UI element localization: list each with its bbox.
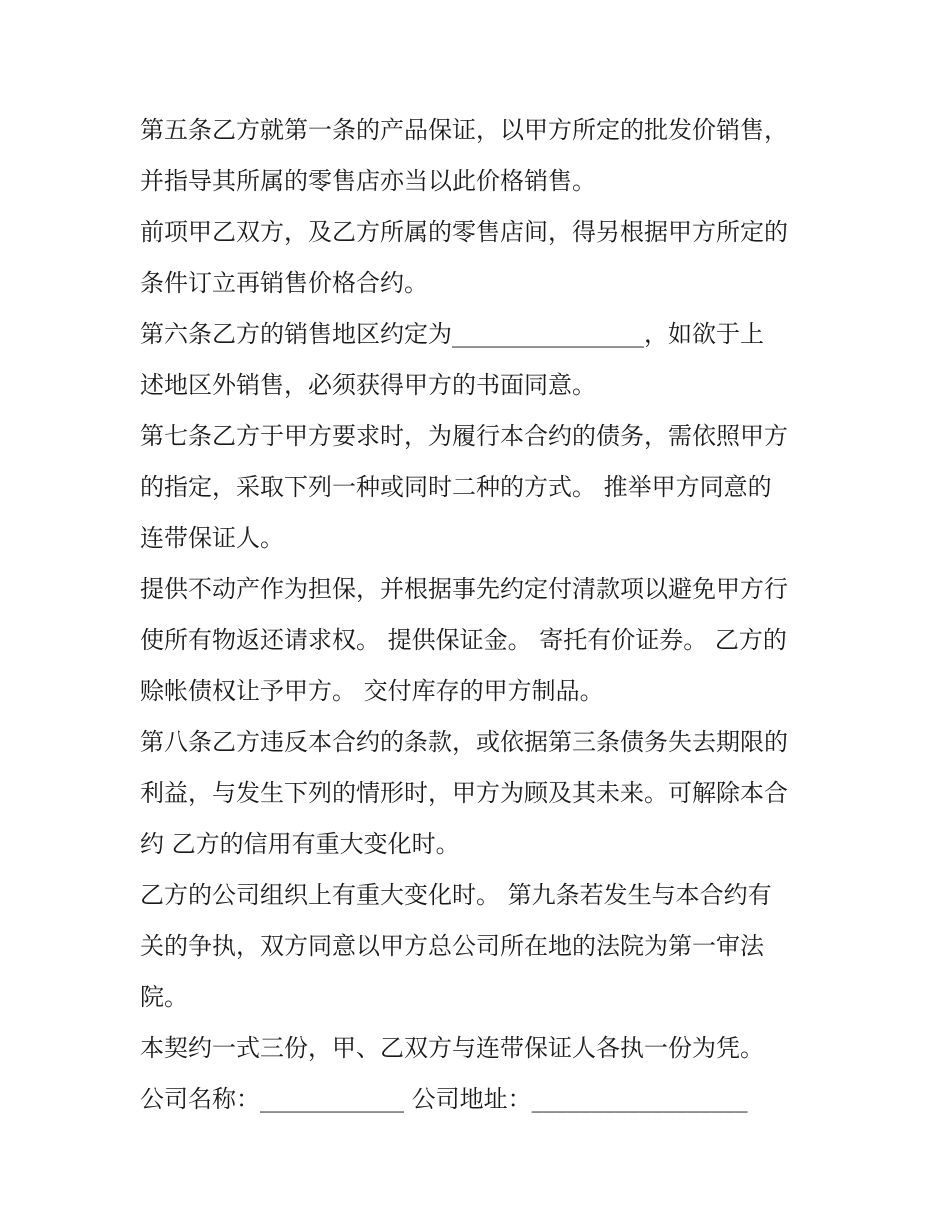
clause-9-jurisdiction: 乙方的公司组织上有重大变化时。 第九条若发生与本合约有 关的争执，双方同意以甲方总公司所在地的法院为第一审法 院。 <box>140 881 772 1011</box>
copies-statement: 本契约一式三份，甲、乙双方与连带保证人各执一份为凭。 <box>140 1034 764 1062</box>
clause-5-resale-agreement: 前项甲乙双方，及乙方所属的零售店间，得另根据甲方所定的 条件订立再销售价格合约。 <box>140 218 788 297</box>
clause-8-termination: 第八条乙方违反本合约的条款，或依据第三条债务失去期限的 利益，与发生下列的情形时，甲方为顾及其未来。可解除本合 约 乙方的信用有重大变化时。 <box>140 728 788 858</box>
clause-6-sales-region: 第六条乙方的销售地区约定为________________，如欲于上 述地区外销售，必须获得甲方的书面同意。 <box>140 320 764 399</box>
clause-5-pricing: 第五条乙方就第一条的产品保证，以甲方所定的批发价销售， 并指导其所属的零售店亦当以此价格销售。 <box>140 116 788 195</box>
contract-body <box>140 105 820 1125</box>
company-info-line: 公司名称：____________ 公司地址：__________________ <box>140 1085 748 1113</box>
clause-7-guarantee: 第七条乙方于甲方要求时，为履行本合约的债务，需依照甲方 的指定，采取下列一种或同时二种的方式。 推举甲方同意的 连带保证人。 <box>140 422 788 552</box>
clause-7-security-options: 提供不动产作为担保，并根据事先约定付清款项以避免甲方行 使所有物返还请求权。 提供保证金。 寄托有价证券。 乙方的 赊帐债权让予甲方。 交付库存的甲方制品。 <box>140 575 788 705</box>
